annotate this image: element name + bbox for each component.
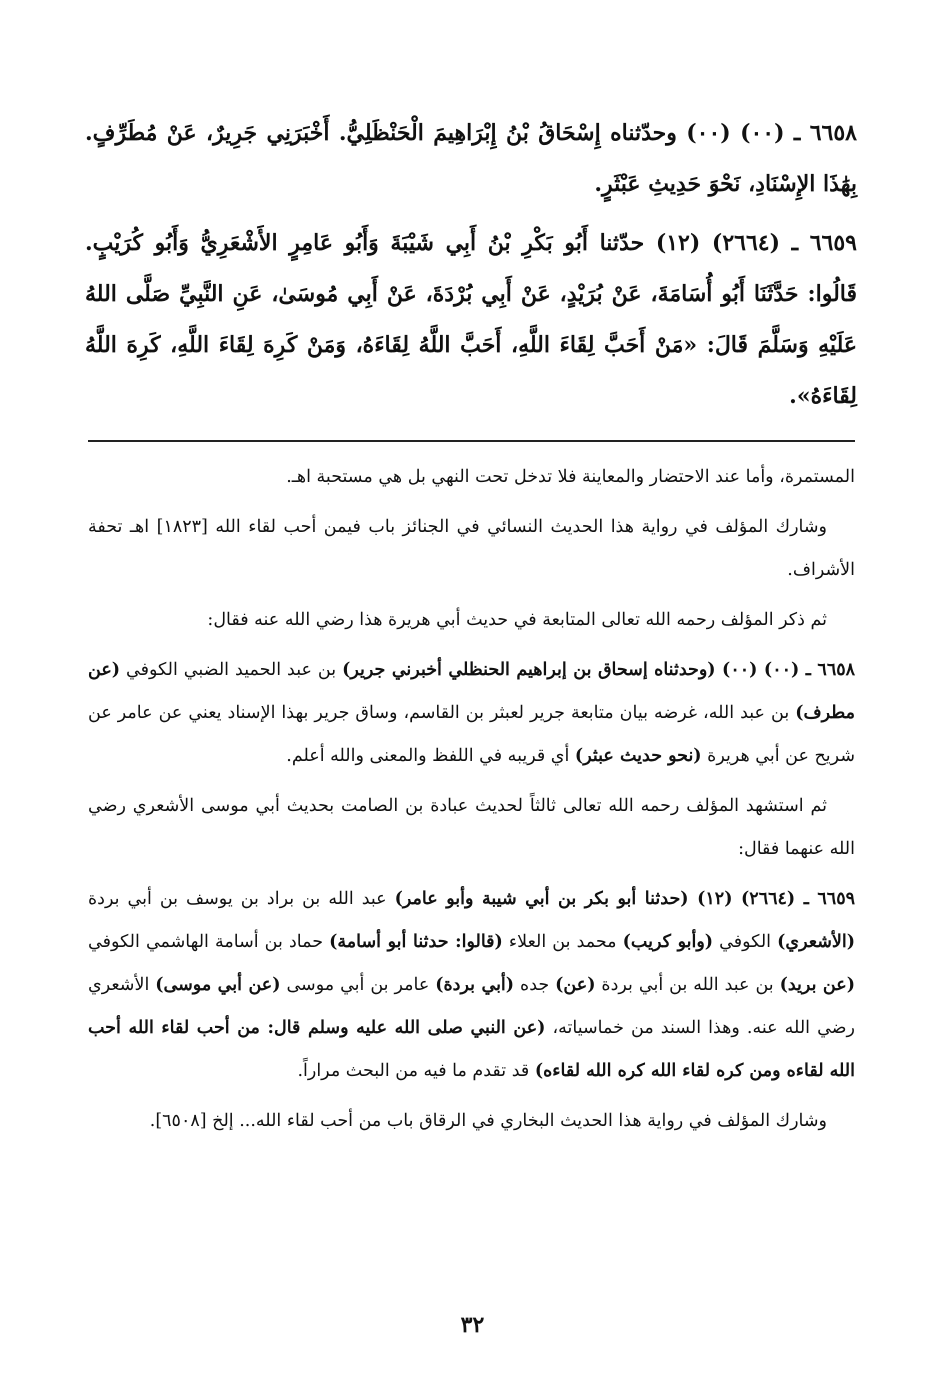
bold-quote: (عن بريد) xyxy=(779,975,855,995)
bold-quote: (قالوا: حدثنا أبو أسامة) xyxy=(329,932,503,952)
bold-quote: (عن مطرف) xyxy=(88,660,855,723)
bold-quote: (عن النبي صلى الله عليه وسلم قال: من أحب لقاء الله أحب الله لقاءه ومن كره لقاء الله كره الله لقاءه) xyxy=(88,1018,855,1081)
plain-text: محمد بن العلاء xyxy=(502,932,623,952)
commentary-paragraph-6658 xyxy=(88,649,855,778)
commentary-paragraph: وشارك المؤلف في رواية هذا الحديث البخاري في الرقاق باب من أحب لقاء الله... إلخ [٦٥٠٨]. xyxy=(149,1111,827,1131)
bold-quote: (أبي بردة) xyxy=(435,975,515,995)
hadith-6659-matn: «مَنْ أَحَبَّ لِقَاءَ اللَّهِ، أَحَبَّ اللَّهُ لِقَاءَهُ، وَمَنْ كَرِهَ لِقَاءَ اللَّهِ، كَرِهَ اللَّهُ لِقَاءَهُ». xyxy=(85,332,857,409)
bold-quote: (عن أبي موسى) xyxy=(155,975,281,995)
commentary-paragraph: المستمرة، وأما عند الاحتضار والمعاينة فلا تدخل تحت النهي بل هي مستحبة اهـ. xyxy=(286,467,855,487)
commentary-paragraph: ثم ذكر المؤلف رحمه الله تعالى المتابعة في حديث أبي هريرة هذا رضي الله عنه فقال: xyxy=(207,610,827,630)
plain-text: بن عبد الله بن أبي بردة xyxy=(595,975,780,995)
commentary-paragraph-6659 xyxy=(88,878,855,1093)
plain-text: عبد الله بن براد بن يوسف بن أبي بردة xyxy=(88,889,395,909)
bold-quote: (وأبو كريب) xyxy=(622,932,714,952)
bold-quote: ٦٦٥٨ ـ (٠٠) (٠٠) (وحدثناه إسحاق بن إبراهيم الحنظلي أخبرني جرير) xyxy=(342,660,856,680)
footnote-divider xyxy=(88,440,855,442)
hadith-6659 xyxy=(85,218,857,422)
bold-quote: ٦٦٥٩ ـ (٢٦٦٤) (١٢) (حدثنا أبو بكر بن أبي شيبة وأبو عامر) xyxy=(394,889,855,909)
plain-text: جده xyxy=(514,975,556,995)
plain-text: بن عبد الله، غرضه بيان متابعة جرير لعبثر بن القاسم، وساق جرير بهذا الإسناد يعني عن عامر عن شريح عن أبي هريرة xyxy=(88,703,855,766)
commentary-block xyxy=(88,456,855,1150)
plain-text: الكوفي xyxy=(713,932,778,952)
hadith-6659-isnad: ٦٦٥٩ ـ (٢٦٦٤) (١٢) حدّثنا أَبُو بَكْرِ بْنُ أَبِي شَيْبَةَ وَأَبُو عَامِرٍ الأَشْعَرِيُّ وَأَبُو كُرَيْبٍ. قَالُوا: حَدَّثَنَا أَبُو أُسَامَةَ، عَنْ بُرَيْدٍ، عَنْ أَبِي بُرْدَةَ، عَنْ أَبِي مُوسَىٰ، عَنِ النَّبِيِّ صَلَّى اللهُ عَلَيْهِ وَسَلَّمَ قَالَ: xyxy=(85,230,857,358)
plain-text: قد تقدم ما فيه من البحث مراراً. xyxy=(297,1061,535,1081)
plain-text: بن عبد الحميد الضبي الكوفي xyxy=(120,660,343,680)
bold-quote: (الأشعري) xyxy=(777,932,855,952)
plain-text: أي قريبه في اللفظ والمعنى والله أعلم. xyxy=(286,746,575,766)
bold-quote: (عن) xyxy=(555,975,596,995)
page-number: ٣٢ xyxy=(460,1312,485,1338)
commentary-paragraph: ثم استشهد المؤلف رحمه الله تعالى ثالثاً لحديث عبادة بن الصامت بحديث أبي موسى الأشعري رضي الله عنهما فقال: xyxy=(88,796,855,859)
hadith-6658: ٦٦٥٨ ـ (٠٠) (٠٠) وحدّثناه إِسْحَاقُ بْنُ إِبْرَاهِيمَ الْحَنْظَلِيُّ. أَخْبَرَنِي جَرِيرٌ، عَنْ مُطَرِّفٍ. بِهَٰذَا الإِسْنَادِ، نَحْوَ حَدِيثِ عَبْثَرٍ. xyxy=(85,120,857,197)
bold-quote: (نحو حديث عبثر) xyxy=(574,746,702,766)
hadith-text-block xyxy=(85,108,857,430)
commentary-paragraph: وشارك المؤلف في رواية هذا الحديث النسائي في الجنائز باب فيمن أحب لقاء الله [١٨٢٣] اهـ تحفة الأشراف. xyxy=(88,517,855,580)
plain-text: حماد بن أسامة الهاشمي الكوفي xyxy=(88,932,330,952)
plain-text: الأشعري رضي الله عنه. وهذا السند من خماسياته، xyxy=(88,975,855,1038)
plain-text: عامر بن أبي موسى xyxy=(280,975,436,995)
